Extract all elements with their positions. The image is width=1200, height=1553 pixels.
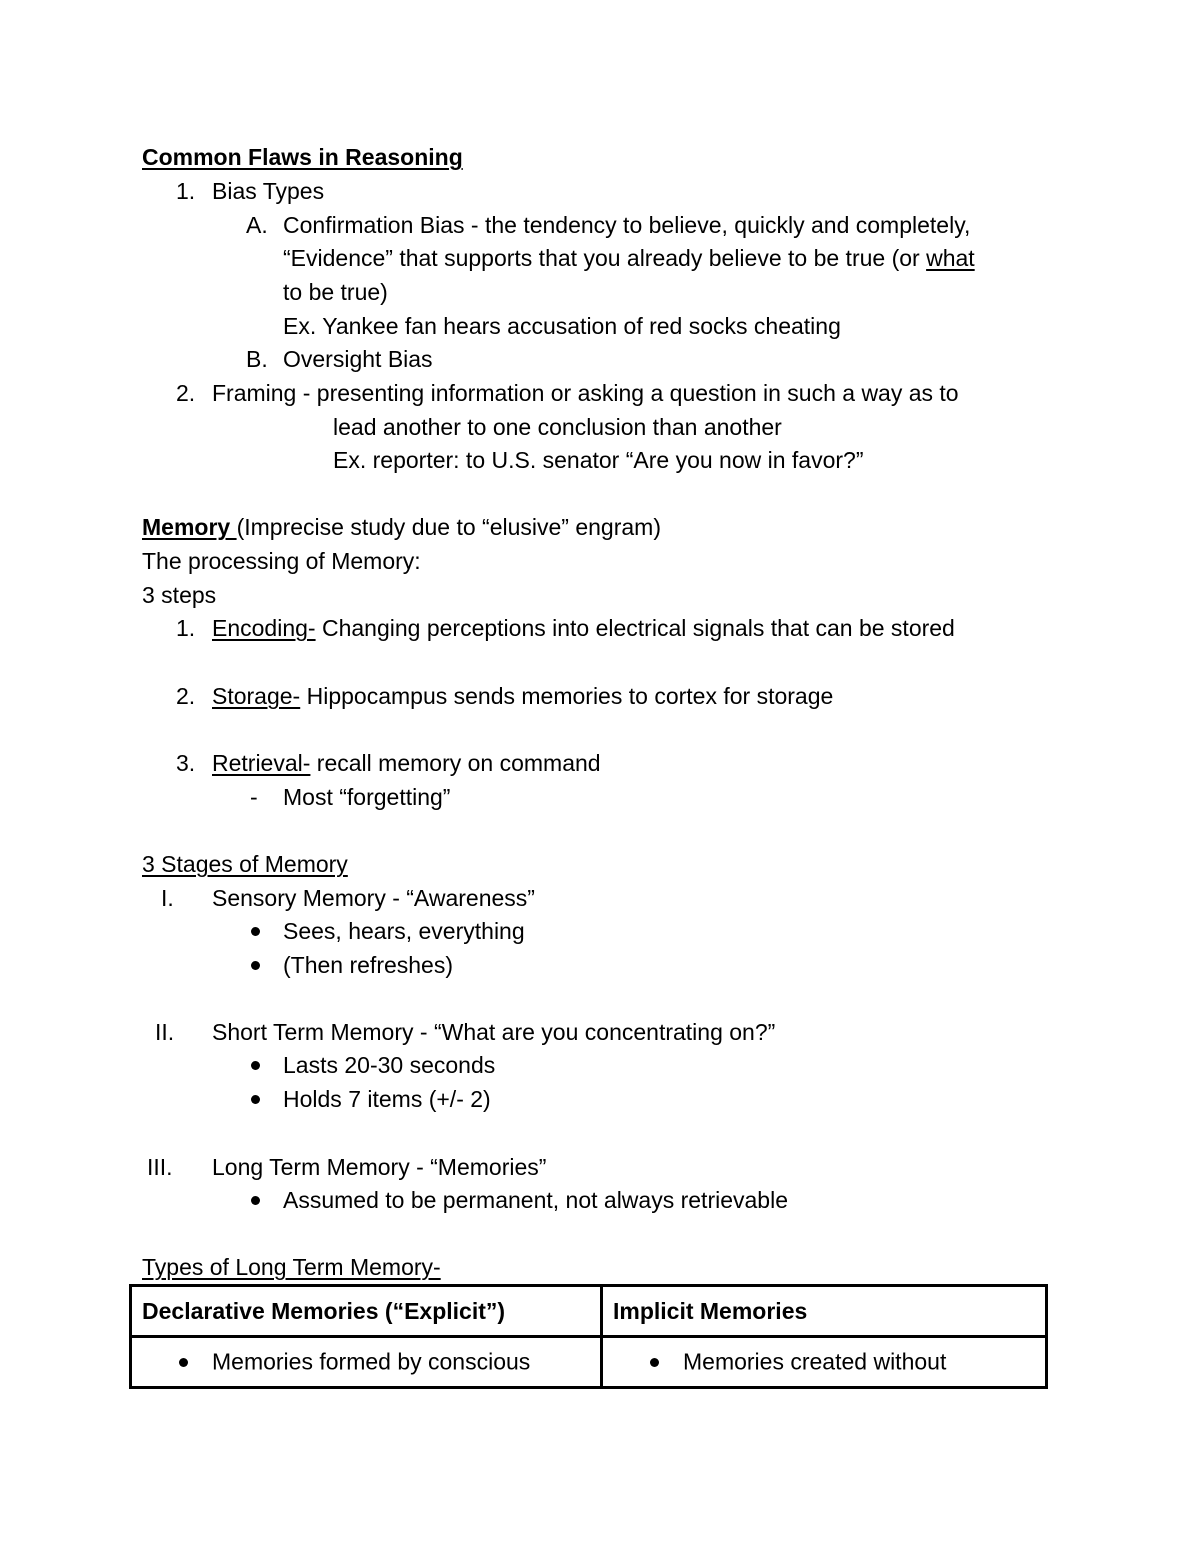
stage-long-term: Long Term Memory - “Memories” xyxy=(212,1154,547,1180)
memory-heading-note: (Imprecise study due to “elusive” engram) xyxy=(236,514,661,540)
framing-example: Ex. reporter: to U.S. senator “Are you now in favor?” xyxy=(333,447,864,473)
confirmation-bias-line2 xyxy=(283,244,975,272)
stage-short-term: Short Term Memory - “What are you concentrating on?” xyxy=(212,1019,776,1045)
bullet-icon xyxy=(179,1358,188,1367)
framing-line1: Framing - presenting information or asking a question in such a way as to xyxy=(212,380,959,406)
section-title-reasoning: Common Flaws in Reasoning xyxy=(142,144,463,170)
retrieval-subpoint: Most “forgetting” xyxy=(283,784,451,810)
bullet-icon xyxy=(251,1196,260,1205)
cell-text: Memories created without xyxy=(683,1348,947,1375)
bullet-icon xyxy=(251,927,260,936)
bullet-point: Lasts 20-30 seconds xyxy=(283,1052,496,1078)
stages-heading: 3 Stages of Memory xyxy=(142,851,348,877)
table-row xyxy=(131,1337,1047,1388)
roman-numeral: III. xyxy=(147,1154,173,1180)
list-number: 2. xyxy=(176,683,196,709)
step-desc: Changing perceptions into electrical signals that can be stored xyxy=(315,615,955,641)
roman-numeral: II. xyxy=(155,1019,175,1045)
step-desc: recall memory on command xyxy=(310,750,601,776)
bullet-point: (Then refreshes) xyxy=(283,952,454,978)
table-header-implicit: Implicit Memories xyxy=(602,1286,1047,1337)
list-number: 3. xyxy=(176,750,196,776)
long-term-types-heading: Types of Long Term Memory- xyxy=(142,1254,441,1280)
confirmation-bias-example: Ex. Yankee fan hears accusation of red socks cheating xyxy=(283,313,841,339)
bullet-point: Sees, hears, everything xyxy=(283,918,525,944)
bullet-icon xyxy=(650,1358,659,1367)
list-marker: B. xyxy=(246,346,268,372)
stage-sensory: Sensory Memory - “Awareness” xyxy=(212,885,535,911)
step-retrieval xyxy=(212,749,601,777)
list-number: 1. xyxy=(176,178,196,204)
list-number: 2. xyxy=(176,380,196,406)
confirmation-bias-line1: Confirmation Bias - the tendency to believe, quickly and completely, xyxy=(283,212,971,238)
bullet-icon xyxy=(251,1095,260,1104)
underlined-word-what: what xyxy=(926,245,975,271)
cell-text: Memories formed by conscious xyxy=(212,1348,531,1375)
bullet-point: Assumed to be permanent, not always retrievable xyxy=(283,1187,788,1213)
memory-heading: Memory xyxy=(142,514,237,540)
framing-line2: lead another to one conclusion than another xyxy=(333,414,782,440)
bullet-point: Holds 7 items (+/- 2) xyxy=(283,1086,491,1112)
table-header-row xyxy=(131,1286,1047,1337)
dash-marker: - xyxy=(250,784,258,810)
steps-label: 3 steps xyxy=(142,582,217,608)
memory-types-table xyxy=(129,1284,1048,1389)
table-cell-implicit xyxy=(602,1337,1047,1388)
processing-label: The processing of Memory: xyxy=(142,548,421,574)
step-term: Encoding- xyxy=(212,615,316,641)
list-item-oversight-bias: Oversight Bias xyxy=(283,346,433,372)
list-marker: A. xyxy=(246,212,268,238)
step-desc: Hippocampus sends memories to cortex for storage xyxy=(300,683,834,709)
table-cell-declarative xyxy=(131,1337,602,1388)
step-storage xyxy=(212,682,833,710)
step-encoding xyxy=(212,614,955,642)
roman-numeral: I. xyxy=(161,885,174,911)
confirmation-bias-line2-text: “Evidence” that supports that you already believe to be true (or xyxy=(283,245,927,271)
memory-heading-line xyxy=(142,513,661,541)
list-number: 1. xyxy=(176,615,196,641)
bullet-icon xyxy=(251,961,260,970)
step-term: Retrieval- xyxy=(212,750,311,776)
step-term: Storage- xyxy=(212,683,301,709)
confirmation-bias-line3: to be true) xyxy=(283,279,388,305)
list-item-bias-types: Bias Types xyxy=(212,178,325,204)
table-header-declarative: Declarative Memories (“Explicit”) xyxy=(131,1286,602,1337)
bullet-icon xyxy=(251,1061,260,1070)
